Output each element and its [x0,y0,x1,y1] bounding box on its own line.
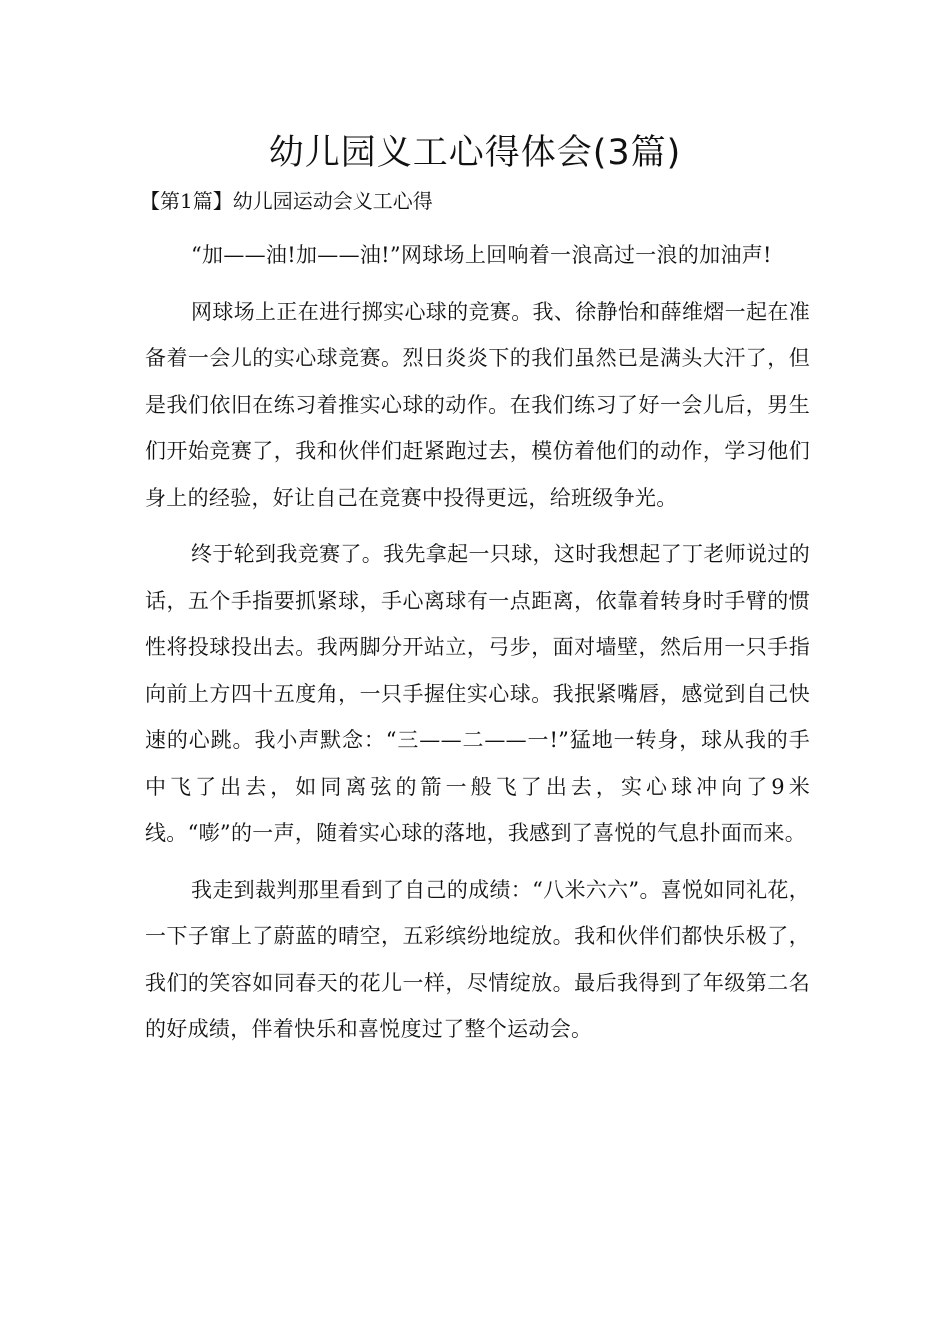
document-title: 幼儿园义工心得体会(3篇) [268,133,682,173]
paragraph: 终于轮到我竞赛了。我先拿起一只球，这时我想起了丁老师说过的话，五个手指要抓紧球，手心离球有一点距离，依靠着转身时手臂的惯性将投球投出去。我两脚分开站立，弓步，面对墙壁，然后用一只手指向前上方四十五度角，一只手握住实心球。我抿紧嘴唇，感觉到自己快速的心跳。我小声默念：“三——二——一!”猛地一转身，球从我的手中飞了出去，如同离弦的箭一般飞了出去，实心球冲向了9米线。“嘭”的一声，随着实心球的落地，我感到了喜悦的气息扑面而来。 [145,542,810,845]
paragraph: 网球场上正在进行掷实心球的竞赛。我、徐静怡和薛维熠一起在准备着一会儿的实心球竞赛。烈日炎炎下的我们虽然已是满头大汗了，但是我们依旧在练习着推实心球的动作。在我们练习了好一会儿后，男生们开始竞赛了，我和伙伴们赶紧跑过去，模仿着他们的动作，学习他们身上的经验，好让自己在竞赛中投得更远，给班级争光。 [145,299,810,510]
document-body [145,232,810,1053]
section-heading: 【第1篇】幼儿园运动会义工心得 [140,189,433,213]
paragraph: 我走到裁判那里看到了自己的成绩：“八米六六”。喜悦如同礼花，一下子窜上了蔚蓝的晴空，五彩缤纷地绽放。我和伙伴们都快乐极了，我们的笑容如同春天的花儿一样，尽情绽放。最后我得到了年级第二名的好成绩，伴着快乐和喜悦度过了整个运动会。 [145,877,810,1041]
paragraph: “加——油!加——油!”网球场上回响着一浪高过一浪的加油声! [191,243,772,267]
